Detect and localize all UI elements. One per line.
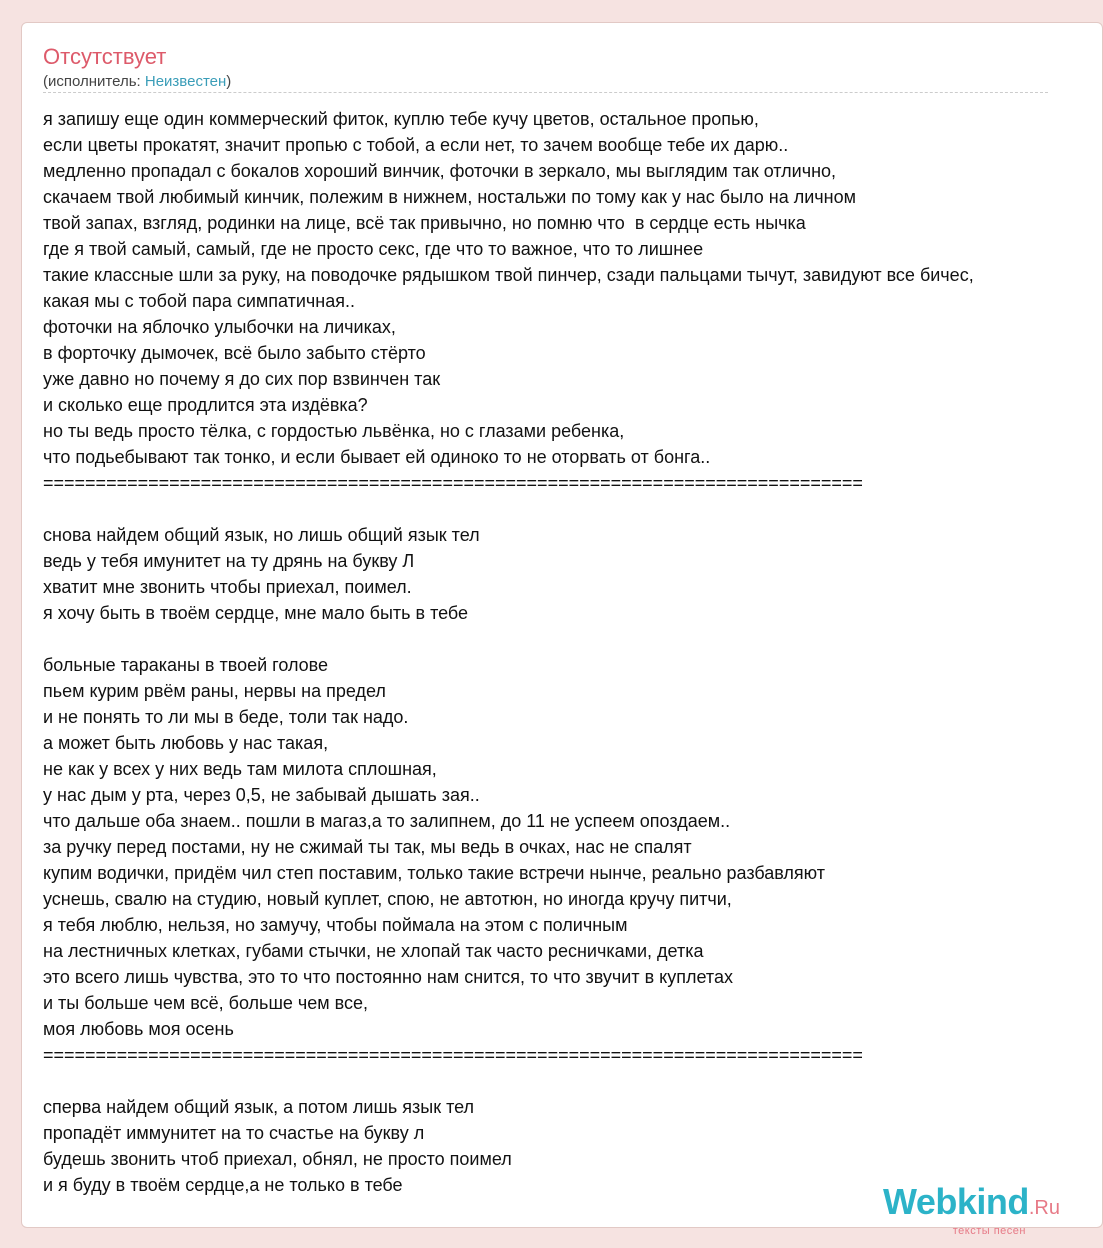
artist-link[interactable]: Неизвестен bbox=[144, 73, 227, 90]
lyric-line bbox=[43, 1068, 974, 1094]
lyric-line: какая мы с тобой пара симпатичная.. bbox=[43, 291, 356, 311]
lyric-line: я хочу быть в твоём сердце, мне мало быть в тебе bbox=[43, 603, 469, 623]
lyric-line: что подьебывают так тонко, и если бывает ей одиноко то не оторвать от бонга.. bbox=[43, 447, 711, 467]
artist-suffix: ) bbox=[226, 73, 232, 90]
lyric-line: ведь у тебя имунитет на ту дрянь на букву Л bbox=[43, 551, 415, 571]
lyric-line: я тебя люблю, нельзя, но замучу, чтобы поймала на этом с поличным bbox=[43, 915, 628, 935]
lyric-line: снова найдем общий язык, но лишь общий язык тел bbox=[43, 525, 480, 545]
lyric-line: это всего лишь чувства, это то что постоянно нам снится, то что звучит в куплетах bbox=[43, 967, 733, 987]
lyric-line: уже давно но почему я до сих пор взвинчен так bbox=[43, 369, 441, 389]
logo-wordmark: Webkind bbox=[883, 1181, 1029, 1222]
lyric-line: если цветы прокатят, значит пропью с тобой, а если нет, то зачем вообще тебе их дарю.. bbox=[43, 135, 789, 155]
lyric-line: ============================================================================== bbox=[43, 473, 863, 493]
lyrics-card bbox=[21, 22, 1103, 1237]
lyric-line: будешь звонить чтоб приехал, обнял, не просто поимел bbox=[43, 1149, 512, 1169]
lyric-line: сперва найдем общий язык, а потом лишь язык тел bbox=[43, 1097, 475, 1117]
lyric-line bbox=[43, 626, 974, 652]
lyric-line: и сколько еще продлится эта издёвка? bbox=[43, 395, 368, 415]
song-title: Отсутствует bbox=[43, 44, 167, 69]
lyric-line: скачаем твой любимый кинчик, полежим в нижнем, ностальжи по тому как у нас было на личном bbox=[43, 187, 856, 207]
lyric-line: и не понять то ли мы в беде, толи так надо. bbox=[43, 707, 409, 727]
lyric-line: фоточки на яблочко улыбочки на личиках, bbox=[43, 317, 396, 337]
lyric-line: у нас дым у рта, через 0,5, не забывай дышать зая.. bbox=[43, 785, 480, 805]
lyric-line: но ты ведь просто тёлка, с гордостью львёнка, но с глазами ребенка, bbox=[43, 421, 625, 441]
lyrics-text bbox=[43, 106, 974, 1198]
lyric-line: твой запах, взгляд, родинки на лице, всё так привычно, но помню что в сердце есть нычка bbox=[43, 213, 806, 233]
lyric-line: хватит мне звонить чтобы приехал, поимел. bbox=[43, 577, 412, 597]
logo-domain: .Ru bbox=[1028, 1197, 1060, 1219]
lyric-line: моя любовь моя осень bbox=[43, 1019, 234, 1039]
artist-line bbox=[43, 73, 231, 90]
lyric-line: ============================================================================== bbox=[43, 1045, 863, 1065]
logo-tagline: тексты песен bbox=[952, 1225, 1026, 1237]
lyric-line: что дальше оба знаем.. пошли в магаз,а то залипнем, до 11 не успеем опоздаем.. bbox=[43, 811, 731, 831]
lyric-line: не как у всех у них ведь там милота сплошная, bbox=[43, 759, 437, 779]
lyric-line: а может быть любовь у нас такая, bbox=[43, 733, 329, 753]
lyric-line bbox=[43, 496, 974, 522]
lyric-line: купим водички, придём чил степ поставим, только такие встречи нынче, реально разбавляют bbox=[43, 863, 826, 883]
lyric-line: и я буду в твоём сердце,а не только в тебе bbox=[43, 1175, 403, 1195]
lyric-line: больные тараканы в твоей голове bbox=[43, 655, 329, 675]
lyric-line: где я твой самый, самый, где не просто секс, где что то важное, что то лишнее bbox=[43, 239, 704, 259]
lyric-line: в форточку дымочек, всё было забыто стёрто bbox=[43, 343, 426, 363]
lyric-line: медленно пропадал с бокалов хороший винчик, фоточки в зеркало, мы выглядим так отлично, bbox=[43, 161, 837, 181]
site-logo[interactable] bbox=[883, 1181, 1060, 1237]
lyric-line: пьем курим рвём раны, нервы на предел bbox=[43, 681, 386, 701]
lyric-line: и ты больше чем всё, больше чем все, bbox=[43, 993, 369, 1013]
lyric-line: такие классные шли за руку, на поводочке рядышком твой пинчер, сзади пальцами тычут, завидуют все бичес, bbox=[43, 265, 974, 285]
lyric-line: за ручку перед постами, ну не сжимай ты так, мы ведь в очках, нас не спалят bbox=[43, 837, 692, 857]
header-divider bbox=[43, 92, 1048, 93]
lyric-line: пропадёт иммунитет на то счастье на букву л bbox=[43, 1123, 425, 1143]
lyric-line: уснешь, свалю на студию, новый куплет, спою, не автотюн, но иногда кручу питчи, bbox=[43, 889, 732, 909]
lyric-line: на лестничных клетках, губами стычки, не хлопай так часто ресничками, детка bbox=[43, 941, 704, 961]
lyric-line: я запишу еще один коммерческий фиток, куплю тебе кучу цветов, остальное пропью, bbox=[43, 109, 759, 129]
artist-prefix: (исполнитель: bbox=[43, 73, 145, 90]
